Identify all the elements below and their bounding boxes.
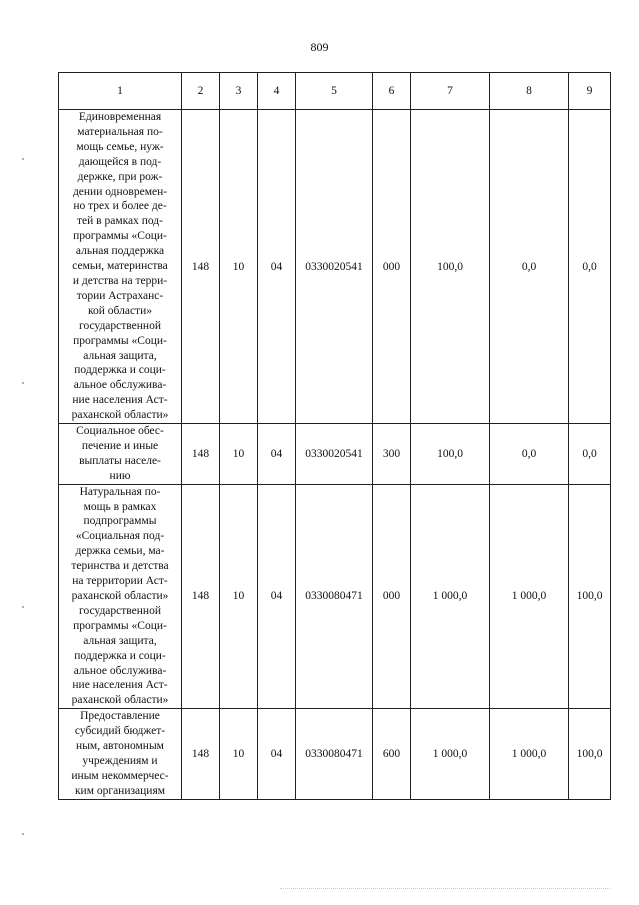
table-row (59, 709, 611, 799)
table-row (59, 110, 611, 424)
cell-section: 10 (220, 110, 258, 424)
cell-subsection: 04 (258, 484, 296, 709)
cell-expense-type: 000 (373, 110, 411, 424)
cell-subsection: 04 (258, 709, 296, 799)
cell-target-article: 0330020541 (296, 110, 373, 424)
row-description: Единовременная материальная по- мощь семье, нуж- дающейся в под- держке, при рож- дении одновремен- но трех и более де- тей в рамках под- программы «Соци- альная поддержка семьи, материнства и детства на терри- тории Астраханс- кой области» государственной программы «Соци- альная защита, поддержка и соци- альное обслужива- ние населения Аст- раханской области» (59, 110, 182, 424)
column-header: 7 (411, 73, 490, 110)
cell-percent: 0,0 (569, 110, 611, 424)
table-row (59, 424, 611, 485)
cell-target-article: 0330080471 (296, 709, 373, 799)
cell-section: 10 (220, 709, 258, 799)
header-row (59, 73, 611, 110)
cell-target-article: 0330020541 (296, 424, 373, 485)
cell-amount-plan: 100,0 (411, 110, 490, 424)
column-header: 3 (220, 73, 258, 110)
cell-percent: 100,0 (569, 484, 611, 709)
column-header: 2 (182, 73, 220, 110)
row-description: Социальное обес- печение и иные выплаты населе- нию (59, 424, 182, 485)
column-header: 5 (296, 73, 373, 110)
column-header: 4 (258, 73, 296, 110)
column-header: 8 (490, 73, 569, 110)
cell-amount-actual: 0,0 (490, 424, 569, 485)
cell-section: 10 (220, 484, 258, 709)
row-description: Натуральная по- мощь в рамках подпрограммы «Социальная под- держка семьи, ма- теринства и детства на территории Аст- раханской области» государственной программы «Соци- альная защита, поддержка и соци- альное обслужива- ние населения Аст- раханской области» (59, 484, 182, 709)
scan-speck (22, 833, 24, 835)
cell-amount-actual: 1 000,0 (490, 709, 569, 799)
cell-ministry-code: 148 (182, 709, 220, 799)
scan-speck (22, 382, 24, 384)
cell-subsection: 04 (258, 424, 296, 485)
column-header: 1 (59, 73, 182, 110)
row-description: Предоставление субсидий бюджет- ным, автономным учреждениям и иным некоммерчес- ким организациям (59, 709, 182, 799)
scan-dotted-line (280, 888, 610, 890)
cell-percent: 100,0 (569, 709, 611, 799)
cell-amount-actual: 0,0 (490, 110, 569, 424)
scan-speck (22, 158, 24, 160)
cell-ministry-code: 148 (182, 424, 220, 485)
cell-expense-type: 300 (373, 424, 411, 485)
table-row (59, 484, 611, 709)
cell-subsection: 04 (258, 110, 296, 424)
cell-section: 10 (220, 424, 258, 485)
cell-ministry-code: 148 (182, 110, 220, 424)
cell-percent: 0,0 (569, 424, 611, 485)
page-number: 809 (310, 40, 329, 54)
budget-table (58, 72, 611, 800)
cell-amount-actual: 1 000,0 (490, 484, 569, 709)
column-header: 9 (569, 73, 611, 110)
cell-target-article: 0330080471 (296, 484, 373, 709)
column-header: 6 (373, 73, 411, 110)
scan-speck (22, 606, 24, 608)
cell-amount-plan: 100,0 (411, 424, 490, 485)
cell-ministry-code: 148 (182, 484, 220, 709)
cell-expense-type: 600 (373, 709, 411, 799)
cell-expense-type: 000 (373, 484, 411, 709)
cell-amount-plan: 1 000,0 (411, 709, 490, 799)
cell-amount-plan: 1 000,0 (411, 484, 490, 709)
